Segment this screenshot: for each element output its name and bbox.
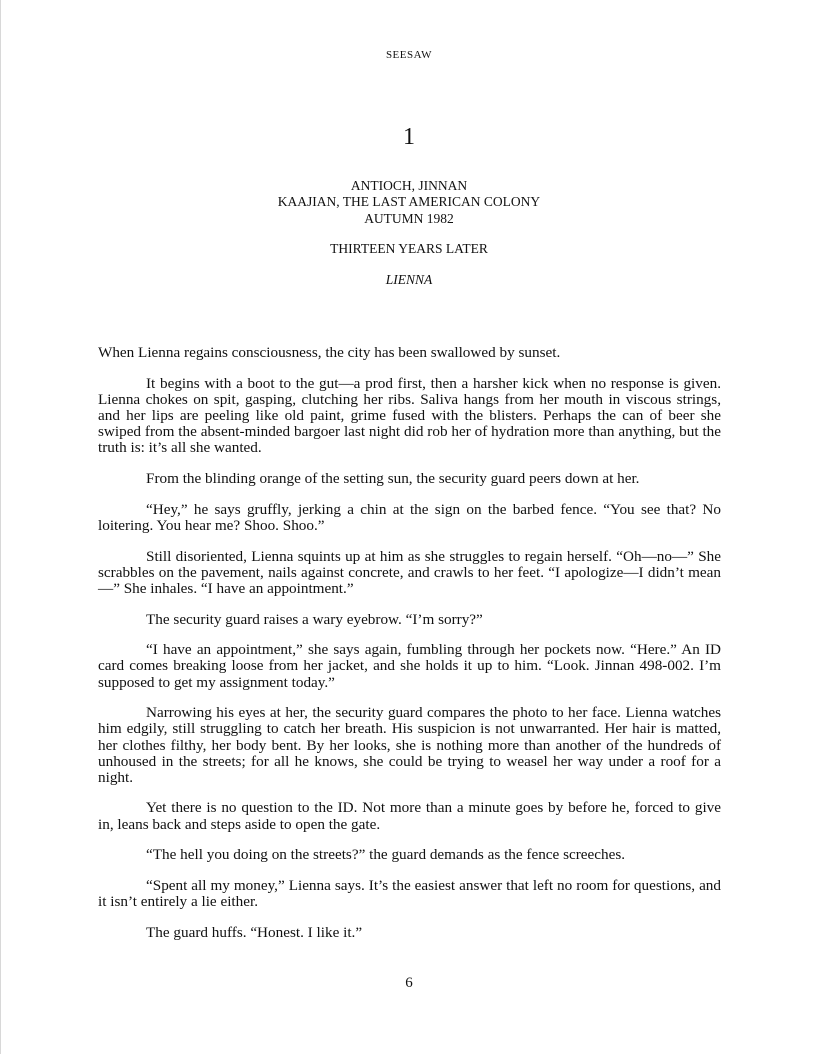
- body-paragraph: “Spent all my money,” Lienna says. It’s the easiest answer that left no room for questions, and it isn’t entirely a lie either.: [98, 877, 721, 911]
- location-line: ANTIOCH, JINNAN: [350, 178, 468, 193]
- body-paragraph: Yet there is no question to the ID. Not more than a minute goes by before he, forced to give in, leans back and steps aside to open the gate.: [98, 799, 721, 833]
- location-line: KAAJIAN, THE LAST AMERICAN COLONY: [277, 194, 541, 210]
- body-paragraph: “The hell you doing on the streets?” the guard demands as the fence screeches.: [146, 846, 626, 864]
- chapter-body-text: [98, 345, 721, 956]
- body-paragraph: It begins with a boot to the gut—a prod first, then a harsher kick when no response is given. Lienna chokes on spit, gasping, clutching her ribs. Saliva hangs from her mouth in viscous strings, and her lips are peeling like old paint, grime fused with the blisters. Perhaps the can of beer she swiped from the absent-minded bargoer last night did rob her of hydration more than anything, but the truth is: it’s all she wanted.: [98, 374, 721, 457]
- body-paragraph: “Hey,” he says gruffly, jerking a chin at the sign on the barbed fence. “You see that? No loitering. You hear me? Shoo. Shoo.”: [98, 500, 721, 534]
- chapter-location-block: [1, 178, 816, 227]
- body-paragraph: From the blinding orange of the setting sun, the security guard peers down at her.: [146, 469, 640, 487]
- running-head: SEESAW: [385, 49, 433, 61]
- body-paragraph: The guard huffs. “Honest. I like it.”: [146, 924, 363, 941]
- location-line: AUTUMN 1982: [364, 210, 454, 226]
- chapter-number: 1: [403, 124, 415, 150]
- body-paragraph: The security guard raises a wary eyebrow. “I’m sorry?”: [146, 610, 483, 628]
- time-skip-heading: THIRTEEN YEARS LATER: [330, 241, 488, 256]
- page-number: 6: [405, 975, 413, 991]
- body-paragraph: “I have an appointment,” she says again, fumbling through her pockets now. “Here.” An ID card comes breaking loose from her jacket, and she holds it up to him. “Look. Jinnan 498-002. I’m supposed to get my assignment today.”: [98, 641, 721, 691]
- body-paragraph: Still disoriented, Lienna squints up at him as she struggles to regain herself. “Oh—no—” She scrabbles on the pavement, nails against concrete, and crawls to her feet. “I apologize—I didn’t mean—” She inhales. “I have an appointment.”: [98, 547, 721, 597]
- pov-character-heading: LIENNA: [385, 272, 433, 287]
- body-paragraph: Narrowing his eyes at her, the security guard compares the photo to her face. Lienna watches him edgily, still struggling to catch her breath. His suspicion is not unwarranted. Her hair is matted, her clothes filthy, her body bent. By her looks, she is nothing more than another of the hundreds of unhoused in the streets; for all he knows, she could be trying to weasel her way under a roof for a night.: [98, 704, 721, 786]
- body-paragraph: When Lienna regains consciousness, the city has been swallowed by sunset.: [98, 344, 561, 361]
